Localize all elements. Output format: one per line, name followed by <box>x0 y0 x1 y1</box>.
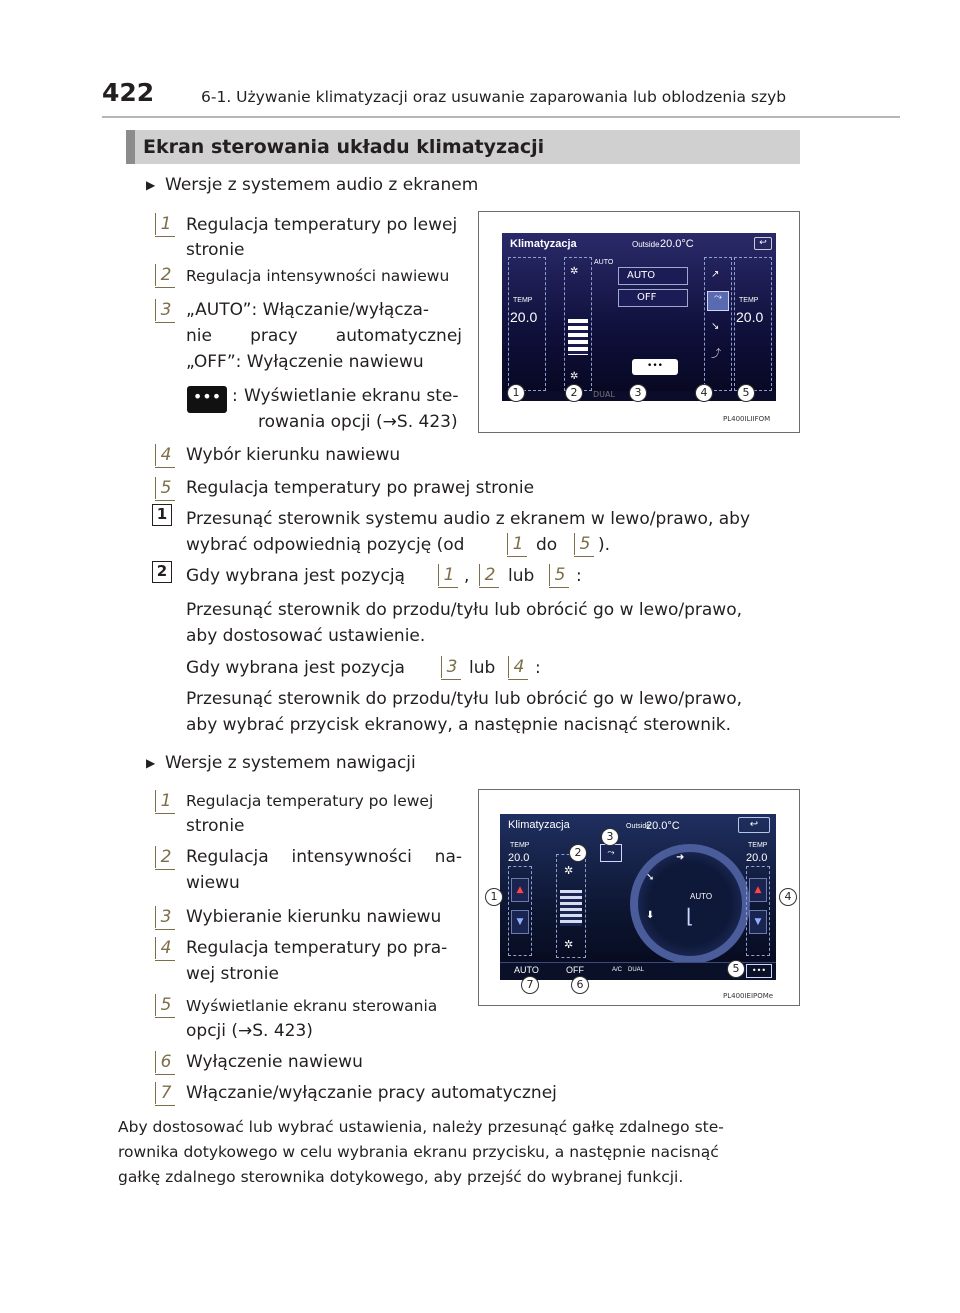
inline-ref-number: 4 <box>507 656 531 680</box>
item-text: Regulacja temperatury po lewej <box>186 792 434 810</box>
callout-marker: 2 <box>569 844 587 862</box>
callout-marker: 4 <box>695 384 713 402</box>
item-text: Wyłączenie nawiewu <box>186 1052 363 1072</box>
item-number: 5 <box>154 994 178 1018</box>
item-number: 6 <box>154 1051 178 1075</box>
temp-left: 20.0 <box>510 309 538 325</box>
screen-title: Klimatyzacja <box>508 819 570 831</box>
options-note-text: rowania opcji (→S. 423) <box>258 412 458 432</box>
step-body: Przesunąć sterownik do przodu/tyłu lub obrócić go w lewo/prawo, <box>186 689 743 709</box>
inline-ref-number: 1 <box>506 533 530 557</box>
inline-ref-number: 3 <box>440 656 464 680</box>
temp-label: TEMP <box>513 297 533 304</box>
more-options-icon: ••• <box>187 386 227 413</box>
dual-button[interactable]: DUAL <box>628 967 645 973</box>
callout-marker: 1 <box>507 384 525 402</box>
item-text: Regulacja temperatury po prawej stronie <box>186 478 535 498</box>
outside-label: Outside <box>632 240 660 249</box>
step-text: lub <box>508 566 535 586</box>
seat-icon: ⌊ <box>686 904 694 928</box>
ac-button[interactable]: A/C <box>612 967 623 973</box>
item-text: Regulacja intensywności na- <box>186 847 462 867</box>
outside-label: Outside <box>626 823 651 830</box>
paragraph-line: rownika dotykowego w celu wybrania ekranu przycisku, a następnie nacisnąć <box>118 1143 719 1161</box>
temp-right: 20.0 <box>746 852 768 864</box>
vent-face-feet-icon: ⤳ <box>707 291 729 311</box>
temp-label: TEMP <box>739 297 759 304</box>
back-icon: ↩ <box>754 237 772 250</box>
vent-feet-icon: ↘ <box>711 321 720 332</box>
item-text: wiewu <box>186 873 240 893</box>
options-note-text: Wyświetlanie ekranu ste- <box>244 386 459 406</box>
auto-button[interactable]: AUTO <box>618 267 688 285</box>
item-number: 4 <box>154 444 178 468</box>
fan-level-bars <box>560 890 582 926</box>
item-text: „AUTO”: Włączanie/wyłącza- <box>186 300 430 320</box>
item-text: wej stronie <box>186 964 279 984</box>
item-text: stronie <box>186 816 245 836</box>
temp-label: TEMP <box>510 842 530 849</box>
item-text: „OFF”: Wyłączenie nawiewu <box>186 352 424 372</box>
options-note-prefix: : <box>232 386 238 406</box>
step-body: aby dostosować ustawienie. <box>186 626 426 646</box>
step-text: , <box>464 566 470 586</box>
fan-icon: ✲ <box>570 266 579 277</box>
auto-button[interactable]: AUTO <box>514 965 539 975</box>
bullet-triangle-icon: ▶ <box>146 178 156 192</box>
vent-face-icon: ↗ <box>711 269 720 280</box>
off-button[interactable]: OFF <box>566 965 584 975</box>
item-text: Wyświetlanie ekranu sterowania <box>186 997 438 1015</box>
item-number: 2 <box>154 264 178 288</box>
step-text: Gdy wybrana jest pozycją <box>186 566 405 586</box>
bullet-triangle-icon: ▶ <box>146 756 156 770</box>
temp-right: 20.0 <box>736 309 764 325</box>
section-bar-accent <box>126 130 135 164</box>
item-text: Regulacja intensywności nawiewu <box>186 267 450 285</box>
item-number: 3 <box>154 906 178 930</box>
off-button[interactable]: OFF <box>618 289 688 307</box>
callout-marker: 3 <box>629 384 647 402</box>
more-button[interactable]: ••• <box>632 359 678 375</box>
step-text: ). <box>598 535 611 555</box>
item-number: 1 <box>154 790 178 814</box>
page-number: 422 <box>102 78 155 107</box>
outside-temp: 20.0°C <box>660 238 694 250</box>
auto-small-label: AUTO <box>594 259 614 266</box>
step-text: do <box>536 535 558 555</box>
nav-heading: Wersje z systemem nawigacji <box>165 753 416 773</box>
callout-marker: 6 <box>571 976 589 994</box>
header-rule <box>102 116 900 118</box>
inline-ref-number: 1 <box>437 564 461 588</box>
step-body: Gdy wybrana jest pozycja <box>186 658 405 678</box>
figure-code: PL400ILIIFOM <box>723 415 771 423</box>
callout-marker: 1 <box>485 888 503 906</box>
temp-label: TEMP <box>748 842 768 849</box>
item-text: Wybieranie kierunku nawiewu <box>186 907 442 927</box>
item-text: Regulacja temperatury po pra- <box>186 938 448 958</box>
item-number: 2 <box>154 846 178 870</box>
callout-marker: 2 <box>565 384 583 402</box>
screen-title: Klimatyzacja <box>510 238 577 250</box>
inline-ref-number: 2 <box>478 564 502 588</box>
temp-left: 20.0 <box>508 852 530 864</box>
vent-face-icon: ➜ <box>676 852 685 863</box>
dual-label: DUAL <box>593 390 615 399</box>
inline-ref-number: 5 <box>573 533 597 557</box>
fan-icon: ✲ <box>564 939 574 951</box>
temp-down-icon[interactable]: ▼ <box>511 910 529 934</box>
vent-mode-icon: ⤳ <box>600 844 622 862</box>
vent-defrost-icon: ⤴ <box>711 349 721 360</box>
step-text: wybrać odpowiednią pozycję (od <box>186 535 465 555</box>
item-text: nie pracy automatycznej <box>186 326 462 346</box>
fan-icon: ✲ <box>564 865 574 877</box>
back-icon[interactable]: ↩ <box>738 817 770 833</box>
fan-icon: ✲ <box>570 371 579 382</box>
nav-screen-figure <box>478 789 800 1006</box>
item-number: 7 <box>154 1082 178 1106</box>
nav-screen <box>500 814 776 980</box>
step-body: lub <box>469 658 496 678</box>
item-text: opcji (→S. 423) <box>186 1021 313 1041</box>
step-text: Przesunąć sterownik systemu audio z ekranem w lewo/prawo, aby <box>186 509 751 529</box>
more-button[interactable]: ••• <box>746 964 772 978</box>
audio-screen-figure <box>478 211 800 433</box>
paragraph-line: gałkę zdalnego sterownika dotykowego, aby przejść do wybranej funkcji. <box>118 1168 684 1186</box>
item-number: 5 <box>154 477 178 501</box>
item-text: Regulacja temperatury po lewej <box>186 215 458 235</box>
step-number: 1 <box>152 504 172 526</box>
audio-screen <box>502 233 776 401</box>
paragraph-line: Aby dostosować lub wybrać ustawienia, należy przesunąć gałkę zdalnego ste- <box>118 1118 724 1136</box>
step-body: Przesunąć sterownik do przodu/tyłu lub obrócić go w lewo/prawo, <box>186 600 743 620</box>
callout-marker: 5 <box>727 960 745 978</box>
chapter-header: 6-1. Używanie klimatyzacji oraz usuwanie zaparowania lub oblodzenia szyb <box>201 88 787 106</box>
item-text: Włączanie/wyłączanie pracy automatycznej <box>186 1083 557 1103</box>
dial-auto-label: AUTO <box>690 892 713 901</box>
outside-temp: 20.0°C <box>646 820 680 832</box>
item-number: 3 <box>154 299 178 323</box>
section-title: Ekran sterowania układu klimatyzacji <box>143 136 545 158</box>
vent-down-icon: ⬇ <box>646 910 655 921</box>
item-number: 4 <box>154 937 178 961</box>
item-number: 1 <box>154 213 178 237</box>
inline-ref-number: 5 <box>548 564 572 588</box>
item-text: stronie <box>186 240 245 260</box>
callout-marker: 7 <box>521 976 539 994</box>
step-body: aby wybrać przycisk ekranowy, a następnie nacisnąć sterownik. <box>186 715 732 735</box>
audio-heading: Wersje z systemem audio z ekranem <box>165 175 479 195</box>
step-text: : <box>576 566 582 586</box>
temp-down-icon[interactable]: ▼ <box>749 910 767 934</box>
temp-up-icon[interactable]: ▲ <box>511 878 529 902</box>
figure-code: PL400IEIPOMe <box>723 992 774 1000</box>
item-text: Wybór kierunku nawiewu <box>186 445 401 465</box>
callout-marker: 5 <box>737 384 755 402</box>
vent-feet-icon: ➘ <box>646 872 655 883</box>
step-number: 2 <box>152 561 172 583</box>
step-body: : <box>535 658 541 678</box>
callout-marker: 3 <box>601 828 619 846</box>
callout-marker: 4 <box>779 888 797 906</box>
fan-level-bars <box>568 319 588 355</box>
temp-up-icon[interactable]: ▲ <box>749 878 767 902</box>
